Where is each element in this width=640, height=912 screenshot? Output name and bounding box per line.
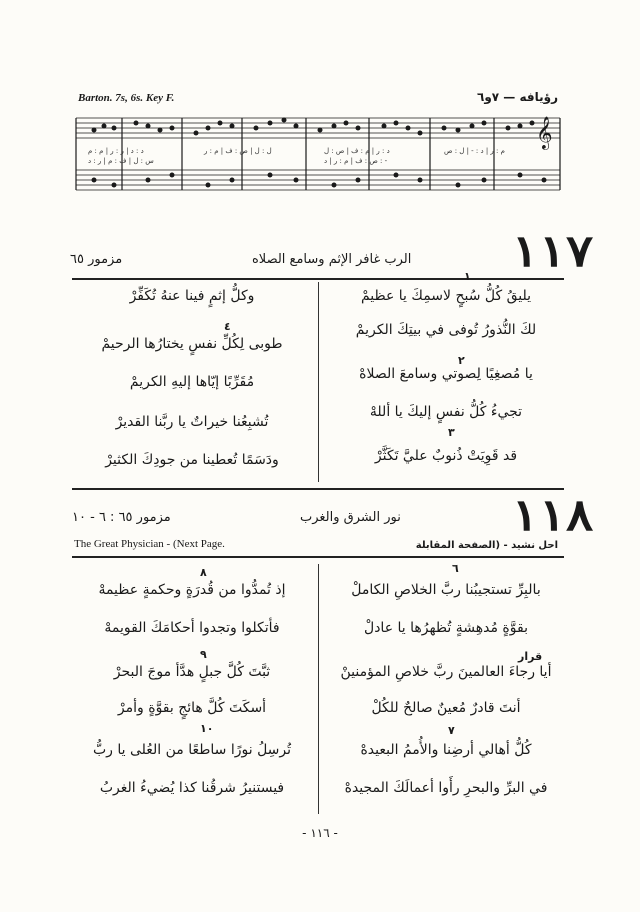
svg-text:م : ر | د : - | ل : ص: م : ر | د : - | ل : ص [444, 147, 505, 155]
hymn-118-line: كُلُّ أهالي أرضِنا والأُممُ البعيدهْ [360, 742, 532, 758]
svg-text:د : ر | م : ف | ص : ل: د : ر | م : ف | ص : ل [324, 147, 390, 155]
tune-name-label: رؤيافه — ٧و٦ [477, 90, 558, 104]
hymn-117-line: لكَ النُّذورُ تُوفى في بيتِكَ الكريمْ [355, 322, 537, 338]
page-number: - ١١٦ - [302, 826, 338, 840]
tune-meter-label: Barton. 7s, 6s. Key F. [78, 92, 175, 104]
music-staff-image [74, 108, 562, 208]
hymn-118-line: ثبَّتَ كُلَّ جبلٍ هدَّأ موجَ البحرْ [113, 664, 271, 680]
hymn-117-line: وكلُّ إثمٍ فينا عنهُ تُكَفِّرْ [129, 288, 255, 304]
verse-number: ٦ [452, 562, 459, 575]
hymn-118-line: فأتكلوا وتجدوا أحكامَكَ القويمهْ [104, 620, 280, 636]
verse-number: ٩ [200, 648, 207, 661]
hymn-118-number: ١١٨ [511, 490, 594, 541]
hymn-117-line: طوبى لِكُلِّ نفسٍ يختارُها الرحيمْ [101, 336, 283, 352]
hymn-117-rule [72, 278, 564, 280]
hymn-118-rule [72, 556, 564, 558]
svg-text:𝄞: 𝄞 [536, 116, 553, 149]
tune-note-arabic: احل نشيد - (الصفحة المقابلة [415, 540, 558, 551]
hymn-118-line: أسكَتَ كُلَّ هائجٍ بقوَّةٍ وأمرْ [117, 700, 267, 716]
hymn-118-line: إذ تُمدُّوا من قُدرَةٍ وحكمةٍ عظيمهْ [98, 582, 286, 598]
svg-text:ص : ف | م : ر | د : -: ص : ف | م : ر | د : - [324, 157, 388, 165]
hymn-118-line: بالبِرِّ تستجيبُنا ربَّ الخلاصِ الكاملْ [351, 582, 541, 598]
hymn-117-title: الرب غافر الإثم وسامع الصلاه [252, 252, 412, 267]
verse-number: قرار [518, 650, 543, 663]
tune-note: The Great Physician - (Next Page. [74, 538, 225, 550]
svg-text:ل : ل | ص : ف | م : ر: ل : ل | ص : ف | م : ر [204, 147, 272, 155]
hymn-117-line: يا مُصغِيًا لِصوتي وسامعَ الصلاهْ [359, 366, 533, 382]
hymn-118-line: بقوَّةٍ مُدهِشةٍ تُظهرُها يا عادلْ [364, 620, 528, 636]
hymn-117-line: تجيءُ كُلُّ نفسٍ إليكَ يا أللهْ [369, 404, 523, 420]
column-divider [318, 282, 319, 482]
hymn-118-line: في البرِّ والبحرِ رأَوا أعمالَكَ المجيدهْ [344, 780, 548, 796]
hymn-117-psalm-ref: مزمور ٦٥ [70, 252, 123, 267]
verse-number: ٤ [224, 320, 231, 333]
svg-text:س : ل | ف : م | ر : د: س : ل | ف : م | ر : د [88, 157, 154, 165]
verse-number: ٧ [448, 724, 455, 737]
verse-number: ٢ [458, 354, 465, 367]
hymn-117-line: ودَسَمًا تُعطينا من جودِكَ الكثيرْ [105, 452, 279, 468]
hymn-118-line: أيا رجاءَ العالمينَ ربَّ خلاصِ المؤمنينْ [340, 664, 552, 680]
verse-number: ١٠ [200, 722, 214, 735]
hymn-117-line: مُقَرِّبًا إيّاها إليهِ الكريمْ [129, 374, 255, 390]
verse-number: ١ [464, 270, 471, 283]
column-divider [318, 564, 319, 814]
verse-number: ٨ [200, 566, 207, 579]
hymn-118-line: تُرسِلُ نورًا ساطعًا من العُلى يا ربُّ [92, 742, 292, 758]
hymn-118-line: أنتَ قادرٌ مُعينٌ صالحٌ للكُلْ [371, 700, 521, 716]
hymn-118-title: نور الشرق والغرب [300, 510, 401, 525]
verse-number: ٣ [448, 426, 455, 439]
section-rule [72, 488, 564, 490]
hymn-118-psalm-ref: مزمور ٦٥ : ٦ - ١٠ [72, 510, 171, 525]
hymn-117-line: تُشبِعُنا خيراتٌ يا ربَّنا القديرْ [115, 414, 269, 430]
svg-text:د : د | ر : ر | م : م: د : د | ر : ر | م : م [88, 147, 144, 155]
hymn-117-line: يليقُ كُلُّ سُبحٍ لاسمِكَ يا عظيمْ [360, 288, 532, 304]
hymn-117-line: قد قَوِيَتْ ذُنوبٌ عليَّ تَكَثَّرْ [374, 448, 518, 464]
hymn-118-line: فيستنيرُ شرقُنا كذا يُضيءُ الغربُ [99, 780, 285, 796]
hymn-117-number: ١١٧ [511, 226, 594, 277]
